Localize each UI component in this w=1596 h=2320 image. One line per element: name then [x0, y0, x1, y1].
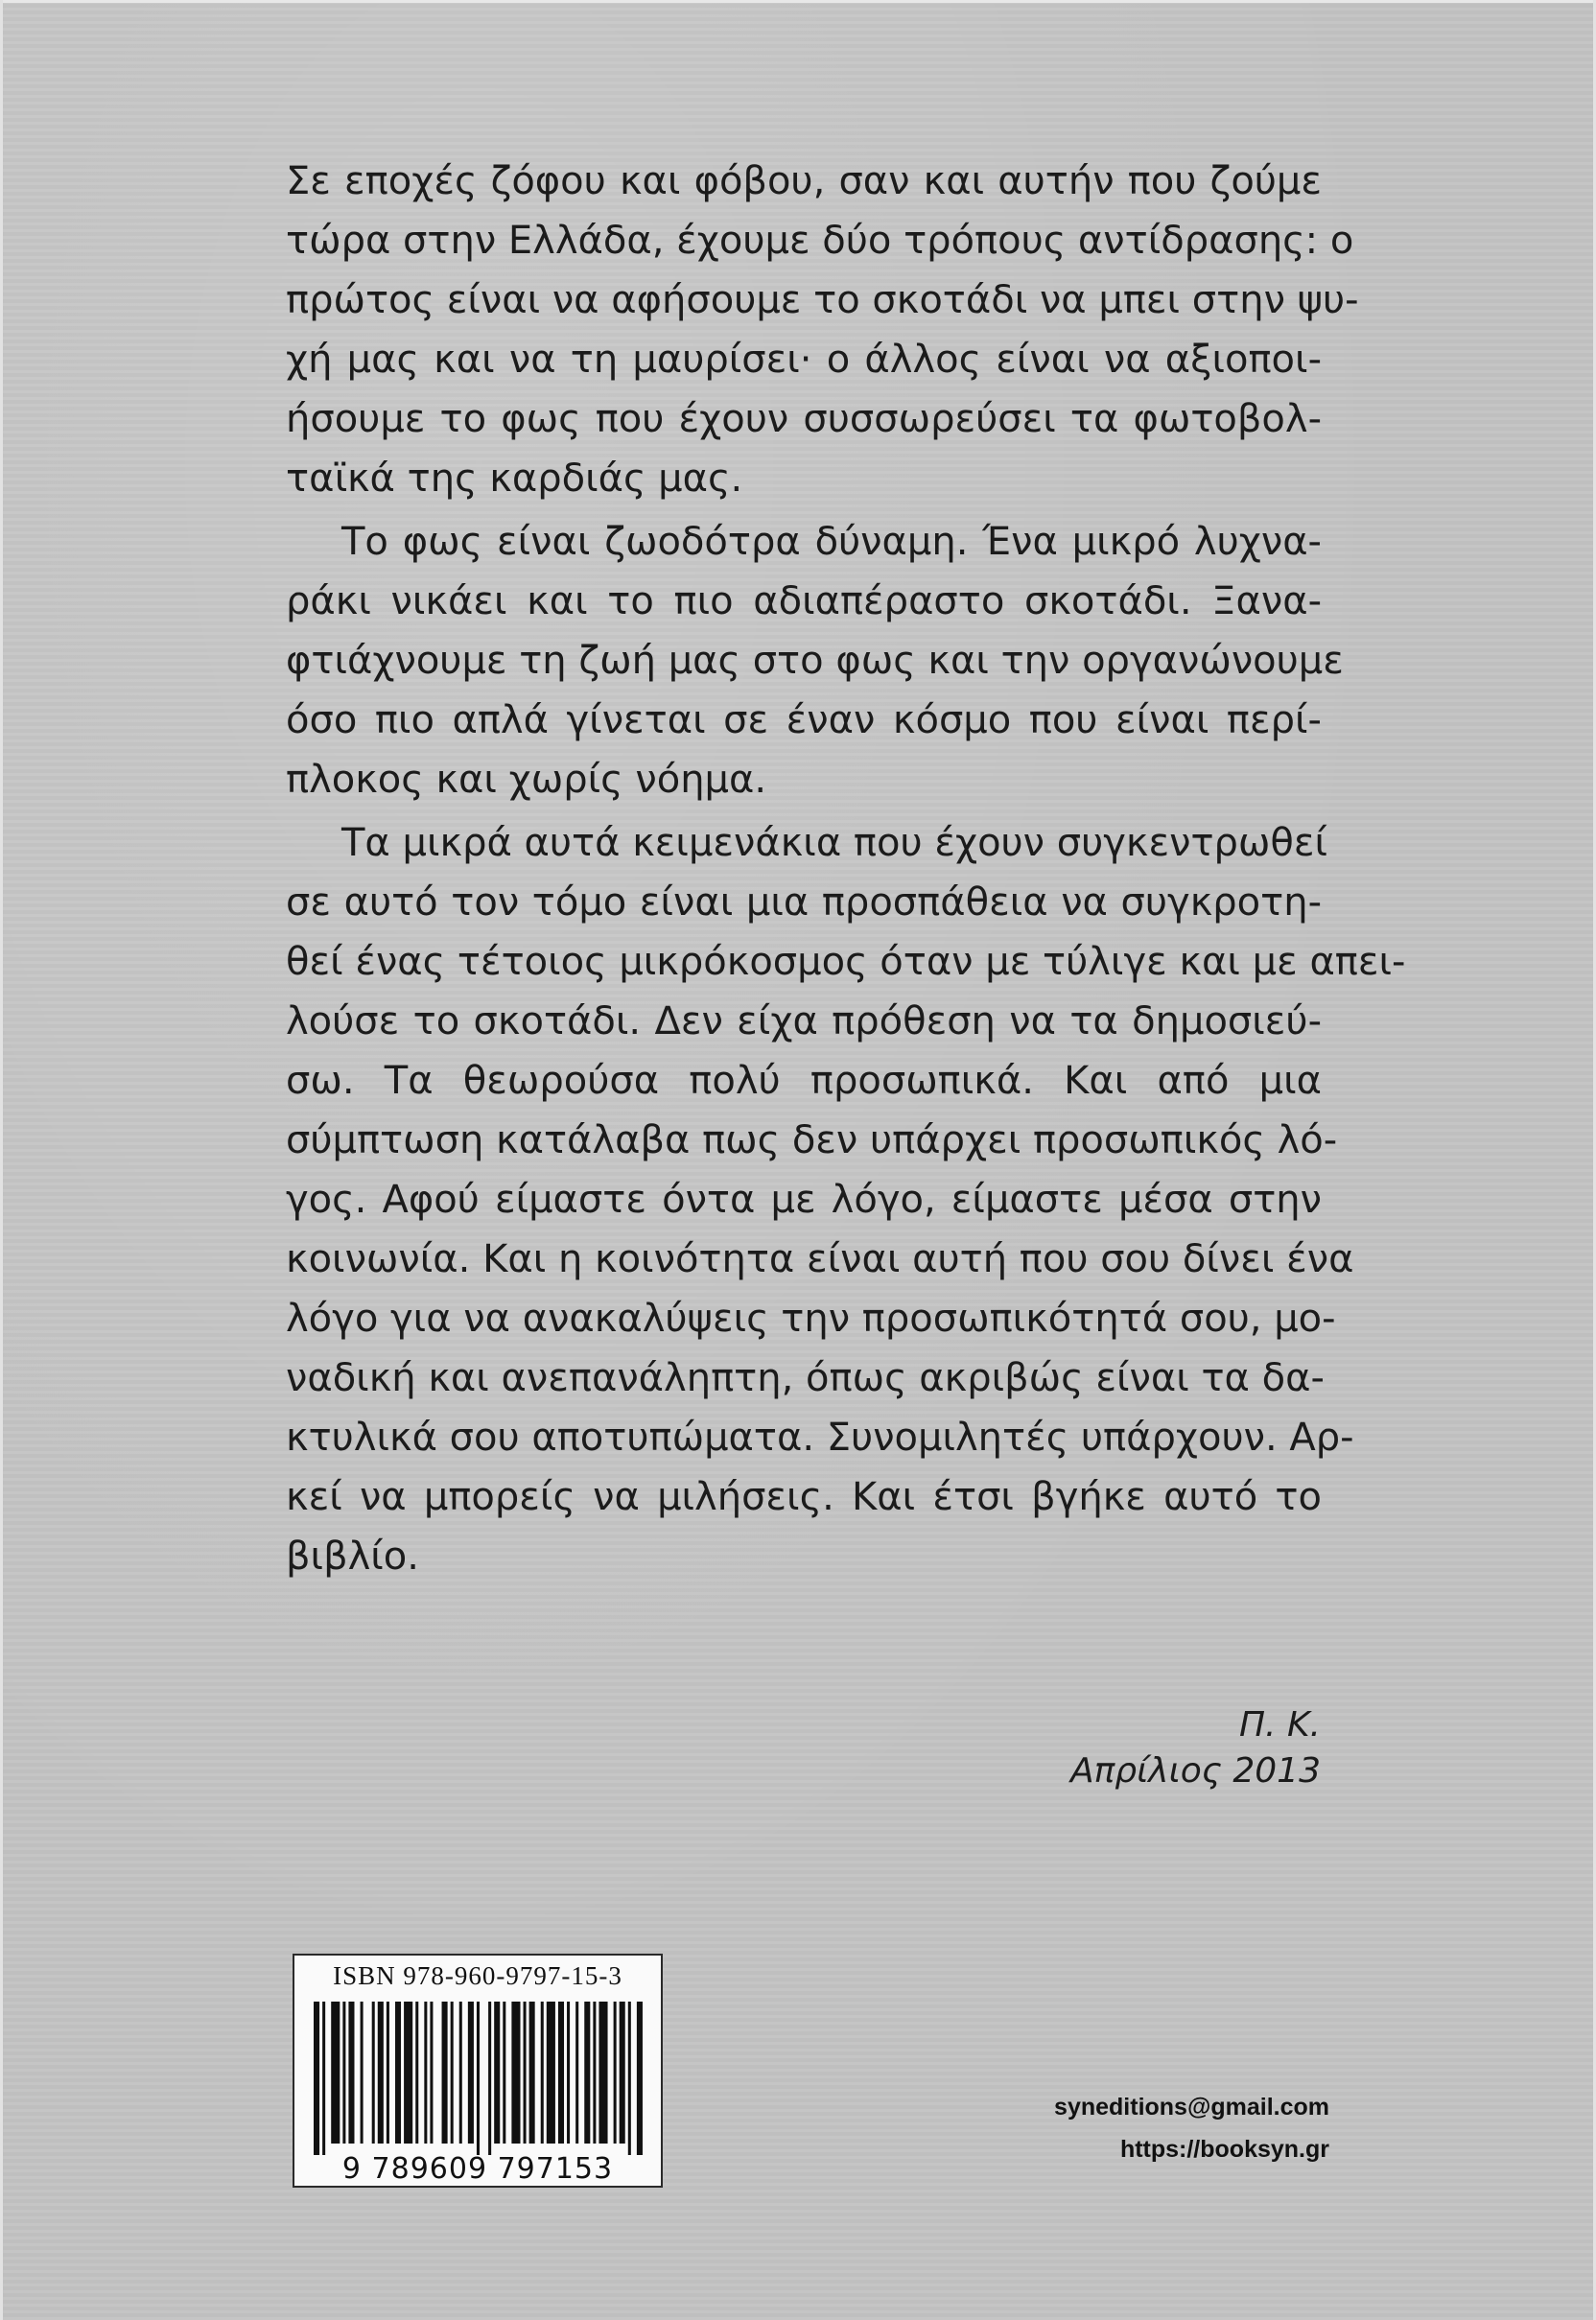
- text-line: σε αυτό τον τόμο είναι μια προσπάθεια να συγκροτη-: [286, 880, 1322, 925]
- text-line: ήσουμε το φως που έχουν συσσωρεύσει τα φωτοβολ-: [286, 397, 1322, 441]
- barcode-digits: 9 789609 797153: [341, 2152, 614, 2186]
- text-line: Σε εποχές ζόφου και φόβου, σαν και αυτήν που ζούμε: [286, 159, 1322, 203]
- text-line: κεί να μπορείς να μιλήσεις. Και έτσι βγήκε αυτό το: [286, 1475, 1322, 1519]
- text-line: ράκι νικάει και το πιο αδιαπέραστο σκοτάδι. Ξανα-: [286, 579, 1322, 623]
- text-line: θεί ένας τέτοιος μικρόκοσμος όταν με τύλιγε και με απει-: [286, 940, 1406, 984]
- text-line: σύμπτωση κατάλαβα πως δεν υπάρχει προσωπικός λό-: [286, 1118, 1338, 1162]
- contact-email[interactable]: syneditions@gmail.com: [1054, 2094, 1329, 2121]
- isbn-number: ISBN 978-960-9797-15-3: [333, 1961, 622, 1990]
- text-line: πλοκος και χωρίς νόημα.: [286, 758, 767, 802]
- text-line: ναδική και ανεπανάληπτη, όπως ακριβώς είναι τα δα-: [286, 1356, 1325, 1400]
- text-line: λόγο για να ανακαλύψεις την προσωπικότητά σου, μο-: [286, 1297, 1336, 1341]
- text-line: Το φως είναι ζωοδότρα δύναμη. Ένα μικρό λυχνα-: [341, 520, 1322, 564]
- cover-edge-top: [0, 0, 1596, 3]
- publisher-contact: [1054, 2086, 1329, 2170]
- text-line: κτυλικά σου αποτυπώματα. Συνομιλητές υπάρχουν. Αρ-: [286, 1416, 1354, 1460]
- isbn-barcode-label: [293, 1954, 663, 2188]
- signature-date: Απρίλιος 2013: [1069, 1751, 1321, 1791]
- paragraph-1: [286, 152, 1359, 508]
- paragraph-3: [286, 813, 1406, 1586]
- paragraph-2: [286, 512, 1344, 809]
- text-line: ταϊκά της καρδιάς μας.: [286, 457, 743, 501]
- author-signature: [1070, 1702, 1321, 1794]
- text-line: βιβλίο.: [286, 1535, 419, 1579]
- blurb-text: [286, 152, 1406, 1586]
- text-line: σω. Τα θεωρούσα πολύ προσωπικά. Και από μια: [286, 1059, 1322, 1103]
- text-line: φτιάχνουμε τη ζωή μας στο φως και την οργανώνουμε: [286, 639, 1344, 683]
- text-line: τώρα στην Ελλάδα, έχουμε δύο τρόπους αντίδρασης: ο: [286, 219, 1354, 263]
- text-line: λούσε το σκοτάδι. Δεν είχα πρόθεση να τα δημοσιεύ-: [286, 999, 1322, 1043]
- author-initials: Π. Κ.: [1238, 1705, 1321, 1745]
- text-line: όσο πιο απλά γίνεται σε έναν κόσμο που είναι περί-: [286, 698, 1322, 742]
- text-line: Τα μικρά αυτά κειμενάκια που έχουν συγκεντρωθεί: [341, 821, 1328, 865]
- cover-edge-left: [0, 0, 3, 2320]
- text-line: γος. Αφού είμαστε όντα με λόγο, είμαστε μέσα στην: [286, 1178, 1322, 1222]
- barcode-icon: [312, 2002, 647, 2155]
- text-line: χή μας και να τη μαυρίσει· ο άλλος είναι να αξιοποι-: [286, 338, 1322, 382]
- text-line: κοινωνία. Και η κοινότητα είναι αυτή που σου δίνει ένα: [286, 1237, 1354, 1281]
- contact-website[interactable]: https://booksyn.gr: [1119, 2136, 1329, 2163]
- text-line: πρώτος είναι να αφήσουμε το σκοτάδι να μπει στην ψυ-: [286, 278, 1359, 322]
